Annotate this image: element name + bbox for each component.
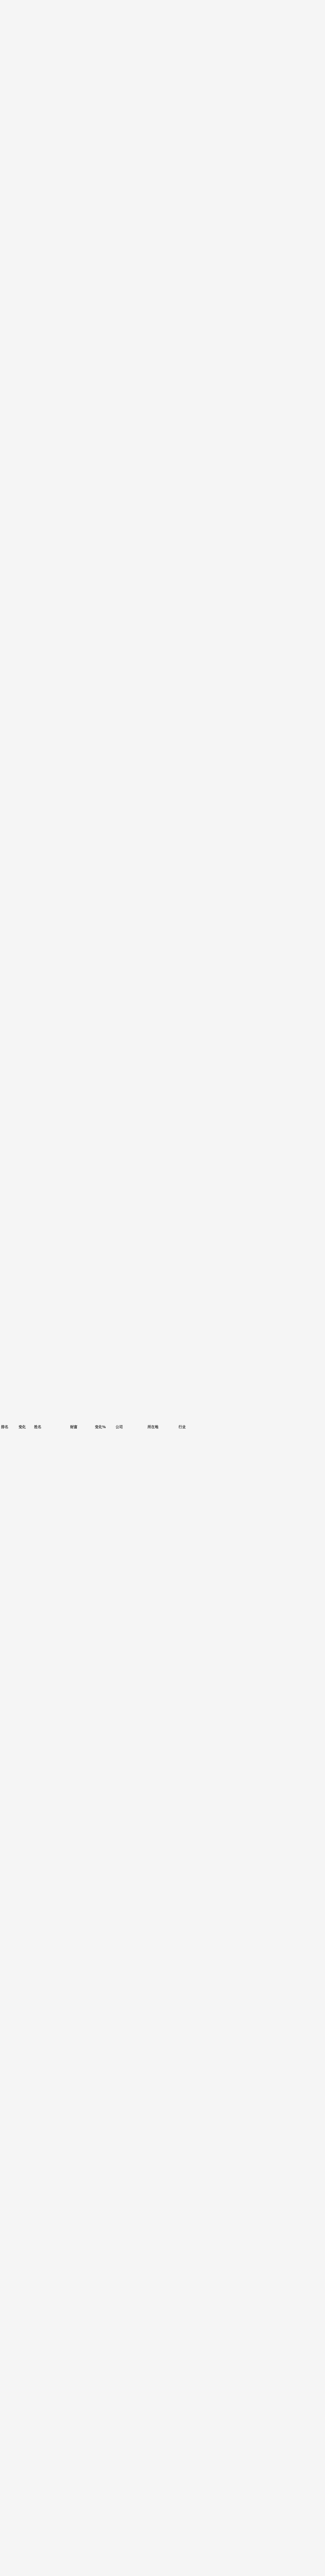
- column-header: 姓名: [34, 1425, 41, 1429]
- column-header: 变化: [19, 1425, 26, 1429]
- column-header: 变化%: [95, 1425, 106, 1429]
- column-header: 排名: [1, 1425, 8, 1429]
- column-header: 财富: [70, 1425, 77, 1429]
- column-header: 行业: [178, 1425, 186, 1429]
- column-header: 所在地: [148, 1425, 158, 1429]
- column-header: 公司: [116, 1425, 123, 1429]
